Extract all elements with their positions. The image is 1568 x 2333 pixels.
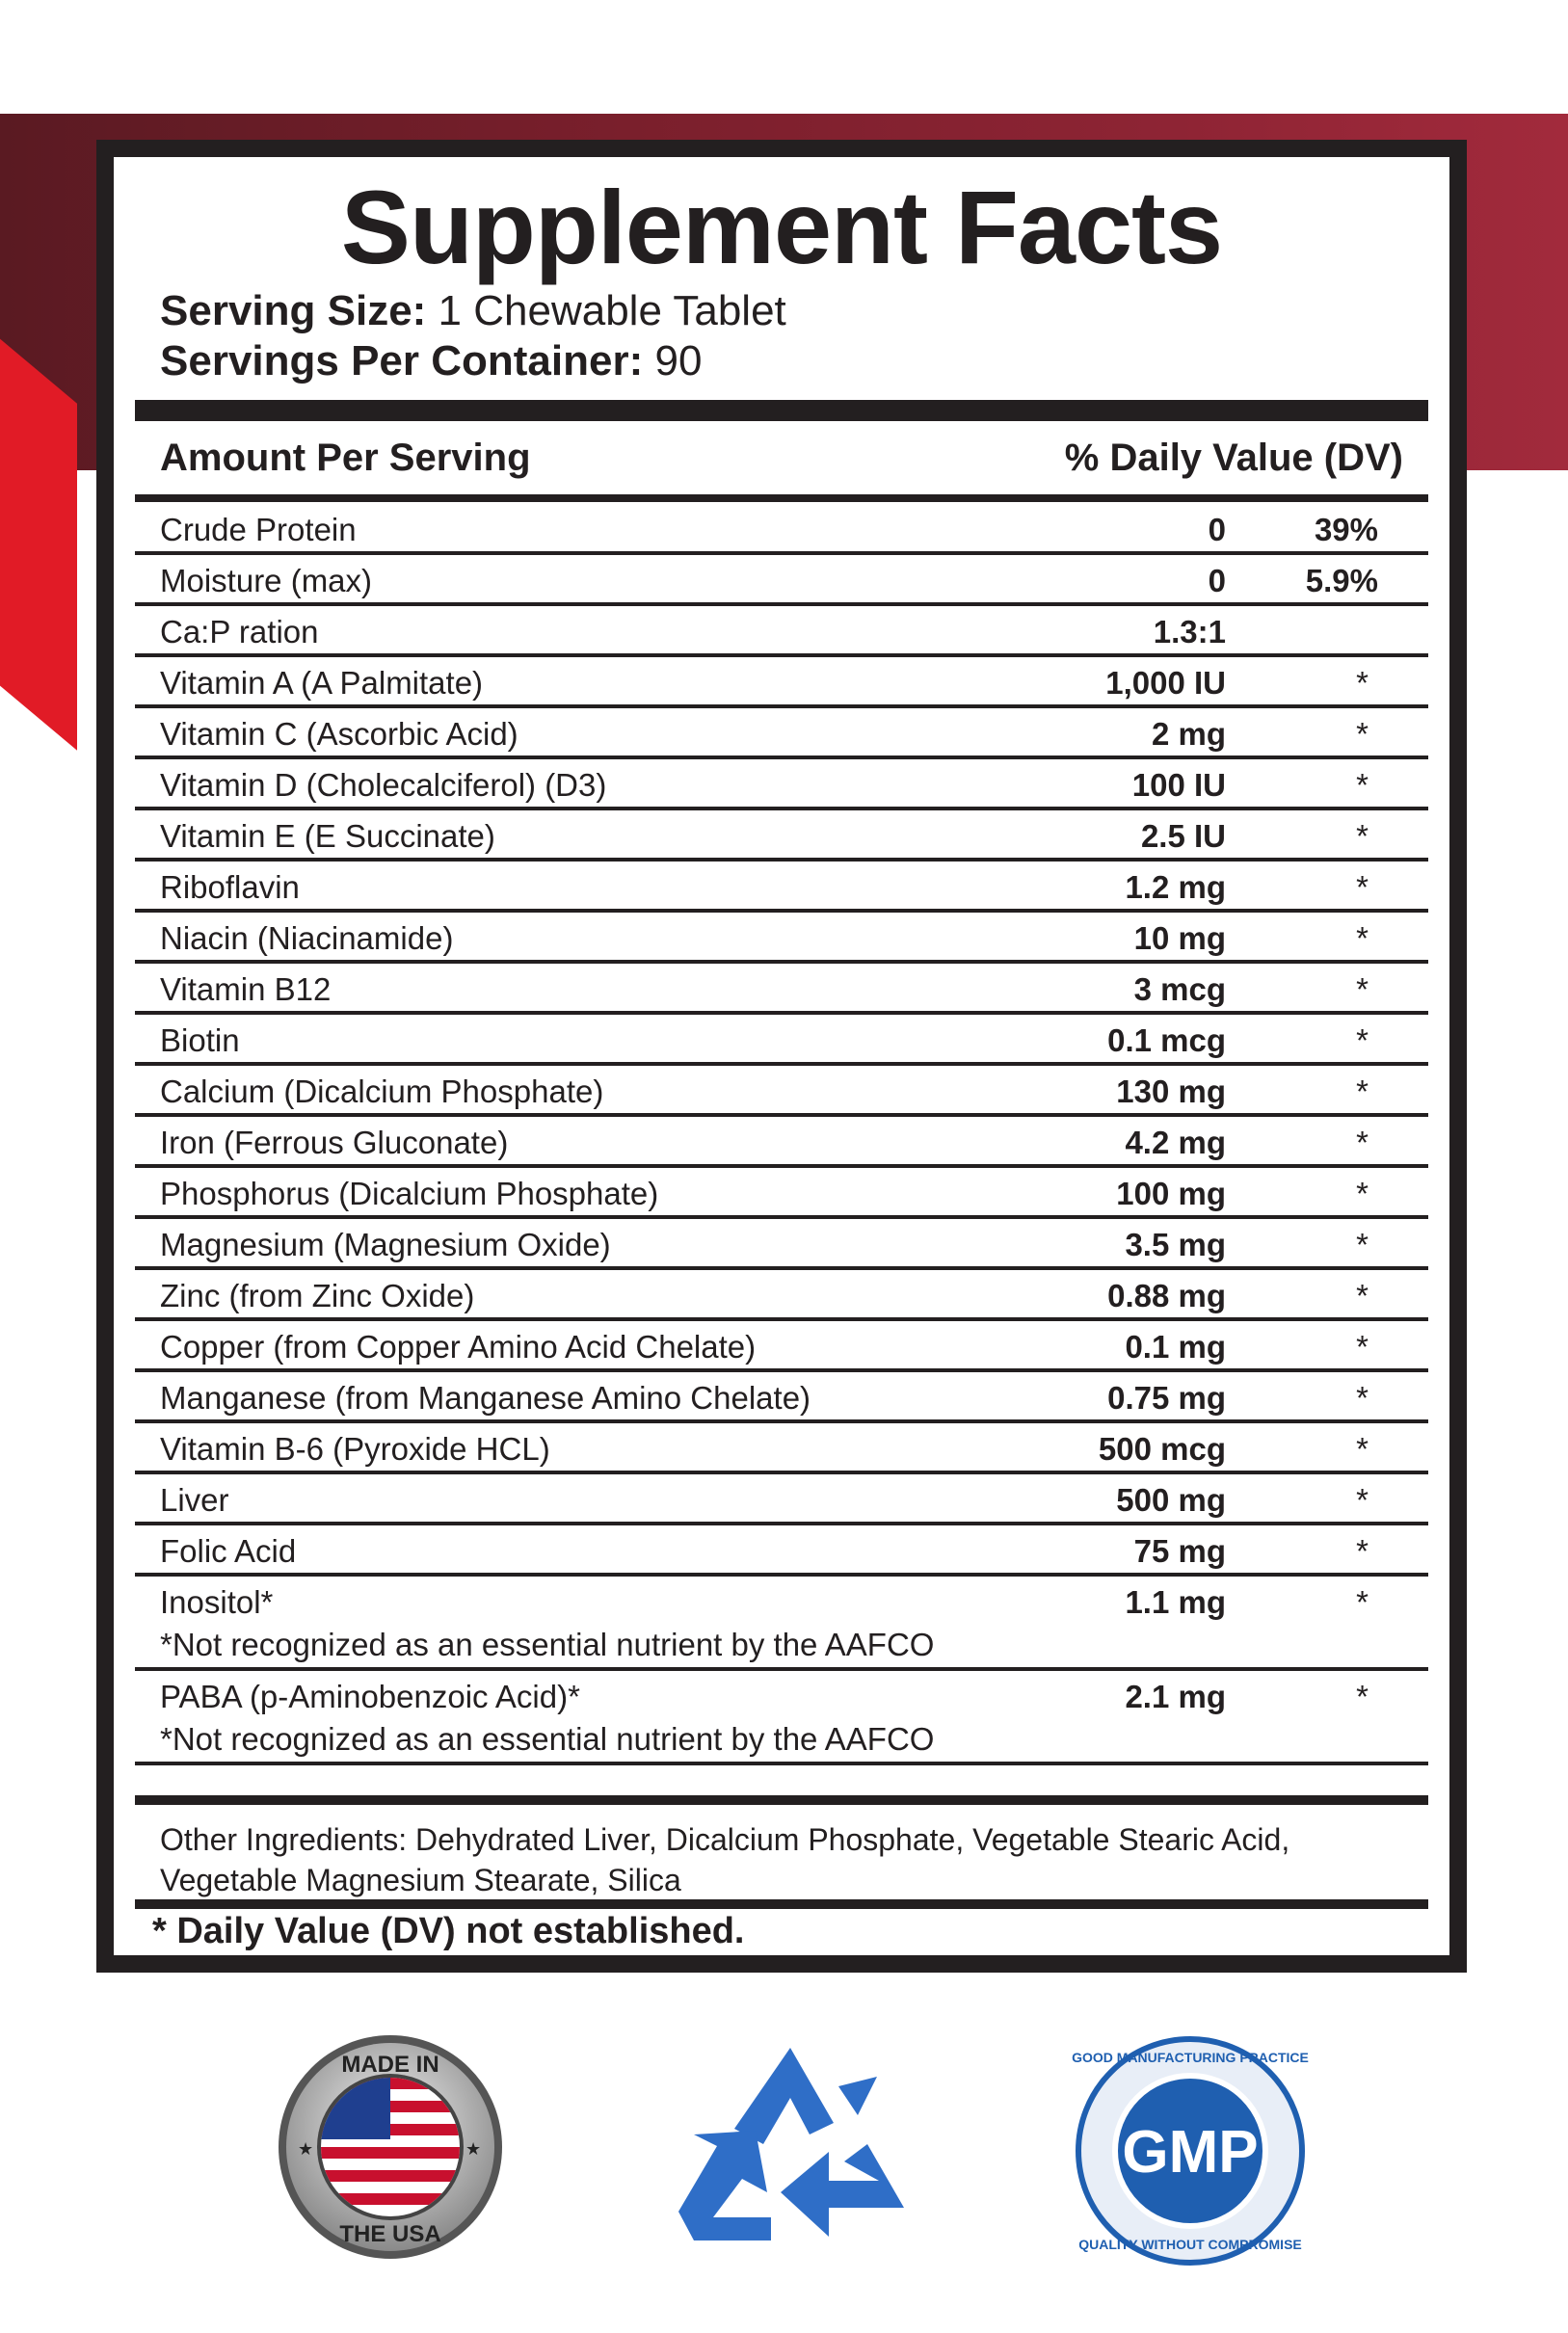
- panel-title: Supplement Facts: [340, 169, 1223, 285]
- serving-size-label: Serving Size:: [160, 287, 427, 334]
- nutrient-name: Vitamin A (A Palmitate): [160, 665, 484, 701]
- nutrient-daily-value: *: [1356, 1380, 1369, 1416]
- nutrient-amount: 100 IU: [1131, 767, 1226, 803]
- gmp-badge-bottom-text: QUALITY WITHOUT COMPROMISE: [1078, 2237, 1302, 2252]
- table-header: [160, 437, 1403, 494]
- nutrient-name: Iron (Ferrous Gluconate): [160, 1125, 509, 1160]
- nutrient-amount: 0: [1208, 563, 1226, 598]
- nutrient-amount: 500 mcg: [1098, 1431, 1226, 1467]
- nutrient-amount: 1.1 mg: [1125, 1584, 1226, 1620]
- nutrient-row: [135, 1270, 1428, 1321]
- nutrient-row-with-note: [135, 1577, 1428, 1671]
- nutrient-name: Vitamin B-6 (Pyroxide HCL): [160, 1431, 550, 1467]
- nutrient-row: [135, 964, 1428, 1015]
- nutrient-name: PABA (p-Aminobenzoic Acid)*: [160, 1679, 580, 1714]
- nutrient-amount: 0.75 mg: [1107, 1380, 1226, 1416]
- nutrient-daily-value: *: [1356, 1679, 1369, 1714]
- nutrient-name: Vitamin D (Cholecalciferol) (D3): [160, 767, 607, 803]
- nutrient-amount: 130 mg: [1116, 1074, 1226, 1109]
- nutrient-daily-value: *: [1356, 1431, 1369, 1467]
- nutrient-daily-value: *: [1356, 665, 1369, 701]
- nutrient-row: [135, 1015, 1428, 1066]
- other-ingredients: Other Ingredients: Dehydrated Liver, Dicalcium Phosphate, Vegetable Stearic Acid, Vegetable Magnesium Stearate, Silica: [160, 1822, 1290, 1897]
- nutrient-row: [135, 708, 1428, 759]
- nutrient-name: Manganese (from Manganese Amino Chelate): [160, 1380, 811, 1416]
- nutrient-daily-value: *: [1356, 971, 1369, 1007]
- nutrient-amount: 100 mg: [1116, 1176, 1226, 1211]
- nutrient-row: [135, 1321, 1428, 1372]
- nutrient-daily-value: *: [1356, 1482, 1369, 1518]
- nutrient-daily-value: *: [1356, 767, 1369, 803]
- nutrient-amount: 1.3:1: [1153, 614, 1226, 650]
- nutrient-row: [135, 759, 1428, 810]
- made-in-usa-badge: [275, 2031, 506, 2267]
- nutrient-row: [135, 1117, 1428, 1168]
- header-daily-value: % Daily Value (DV): [1064, 437, 1403, 479]
- footnote-divider: [135, 1899, 1428, 1909]
- nutrient-name: Copper (from Copper Amino Acid Chelate): [160, 1329, 757, 1365]
- nutrient-name: Vitamin E (E Succinate): [160, 818, 495, 854]
- nutrient-amount: 0: [1208, 512, 1226, 547]
- nutrient-row: [135, 913, 1428, 964]
- nutrient-row: [135, 810, 1428, 862]
- usa-badge-bottom-text: THE USA: [339, 2221, 441, 2247]
- nutrient-amount: 500 mg: [1116, 1482, 1226, 1518]
- nutrient-daily-value: *: [1356, 869, 1369, 905]
- ingredients-divider: [135, 1795, 1428, 1805]
- usa-badge-top-text: MADE IN: [341, 2052, 439, 2078]
- nutrient-amount: 2.1 mg: [1125, 1679, 1226, 1714]
- nutrient-row: [135, 1525, 1428, 1577]
- nutrient-name: Zinc (from Zinc Oxide): [160, 1278, 475, 1313]
- nutrient-name: Liver: [160, 1482, 229, 1518]
- nutrient-name: Vitamin B12: [160, 971, 332, 1007]
- gmp-badge-center-text: GMP: [1122, 2119, 1259, 2186]
- nutrient-row: [135, 1168, 1428, 1219]
- nutrient-name: Riboflavin: [160, 869, 300, 905]
- nutrient-daily-value: *: [1356, 1074, 1369, 1109]
- nutrient-amount: 3.5 mg: [1125, 1227, 1226, 1262]
- nutrient-daily-value: *: [1356, 818, 1369, 854]
- gmp-badge: [1070, 2035, 1311, 2271]
- nutrient-name: Crude Protein: [160, 512, 357, 547]
- nutrient-table: [135, 504, 1428, 1765]
- nutrient-row: [135, 1372, 1428, 1423]
- supplement-facts-panel: [96, 140, 1467, 1973]
- nutrient-row-with-note: [135, 1671, 1428, 1765]
- nutrient-row: [135, 1423, 1428, 1474]
- nutrient-daily-value: *: [1356, 1278, 1369, 1313]
- dv-footnote: * Daily Value (DV) not established.: [152, 1911, 745, 1951]
- nutrient-amount: 0.88 mg: [1107, 1278, 1226, 1313]
- nutrient-daily-value: *: [1356, 716, 1369, 752]
- nutrient-name: Phosphorus (Dicalcium Phosphate): [160, 1176, 659, 1211]
- nutrient-daily-value: *: [1356, 1176, 1369, 1211]
- nutrient-row: [135, 1219, 1428, 1270]
- nutrient-amount: 3 mcg: [1133, 971, 1226, 1007]
- nutrient-note: *Not recognized as an essential nutrient by the AAFCO: [160, 1721, 935, 1757]
- nutrient-daily-value: 5.9%: [1305, 563, 1378, 598]
- thick-divider: [135, 400, 1428, 421]
- nutrient-name: Moisture (max): [160, 563, 373, 598]
- nutrient-daily-value: *: [1356, 1125, 1369, 1160]
- servings-value: 90: [654, 337, 703, 384]
- nutrient-name: Biotin: [160, 1022, 240, 1058]
- nutrient-daily-value: 39%: [1314, 512, 1378, 547]
- serving-size-value: 1 Chewable Tablet: [438, 287, 786, 334]
- nutrient-daily-value: *: [1356, 1227, 1369, 1262]
- nutrient-row: [135, 862, 1428, 913]
- nutrient-amount: 1,000 IU: [1105, 665, 1226, 701]
- nutrient-amount: 0.1 mcg: [1107, 1022, 1226, 1058]
- nutrient-row: [135, 555, 1428, 606]
- nutrient-daily-value: *: [1356, 920, 1369, 956]
- nutrient-name: Magnesium (Magnesium Oxide): [160, 1227, 611, 1262]
- nutrient-daily-value: *: [1356, 1329, 1369, 1365]
- nutrient-row: [135, 606, 1428, 657]
- nutrient-row: [135, 1066, 1428, 1117]
- nutrient-daily-value: *: [1356, 1584, 1369, 1620]
- nutrient-daily-value: *: [1356, 1533, 1369, 1569]
- nutrient-row: [135, 657, 1428, 708]
- nutrient-amount: 2.5 IU: [1140, 818, 1226, 854]
- servings-per-container: [160, 337, 702, 385]
- servings-label: Servings Per Container:: [160, 337, 644, 384]
- nutrient-note: *Not recognized as an essential nutrient by the AAFCO: [160, 1627, 935, 1662]
- recycle-icon: [675, 2038, 906, 2265]
- nutrient-name: Calcium (Dicalcium Phosphate): [160, 1074, 604, 1109]
- header-amount: Amount Per Serving: [160, 437, 531, 479]
- nutrient-amount: 1.2 mg: [1125, 869, 1226, 905]
- nutrient-name: Ca:P ration: [160, 614, 319, 650]
- nutrient-name: Inositol*: [160, 1584, 274, 1620]
- nutrient-row: [135, 1474, 1428, 1525]
- nutrient-amount: 0.1 mg: [1125, 1329, 1226, 1365]
- nutrient-daily-value: *: [1356, 1022, 1369, 1058]
- svg-text:★: ★: [465, 2139, 482, 2159]
- header-divider: [135, 494, 1428, 502]
- nutrient-name: Folic Acid: [160, 1533, 297, 1569]
- nutrient-name: Niacin (Niacinamide): [160, 920, 454, 956]
- nutrient-amount: 10 mg: [1133, 920, 1226, 956]
- nutrient-name: Vitamin C (Ascorbic Acid): [160, 716, 518, 752]
- nutrient-row: [135, 504, 1428, 555]
- serving-size: [160, 287, 786, 335]
- svg-text:★: ★: [298, 2139, 314, 2159]
- nutrient-amount: 2 mg: [1151, 716, 1226, 752]
- gmp-badge-top-text: GOOD MANUFACTURING PRACTICE: [1072, 2050, 1309, 2065]
- nutrient-amount: 75 mg: [1133, 1533, 1226, 1569]
- nutrient-amount: 4.2 mg: [1125, 1125, 1226, 1160]
